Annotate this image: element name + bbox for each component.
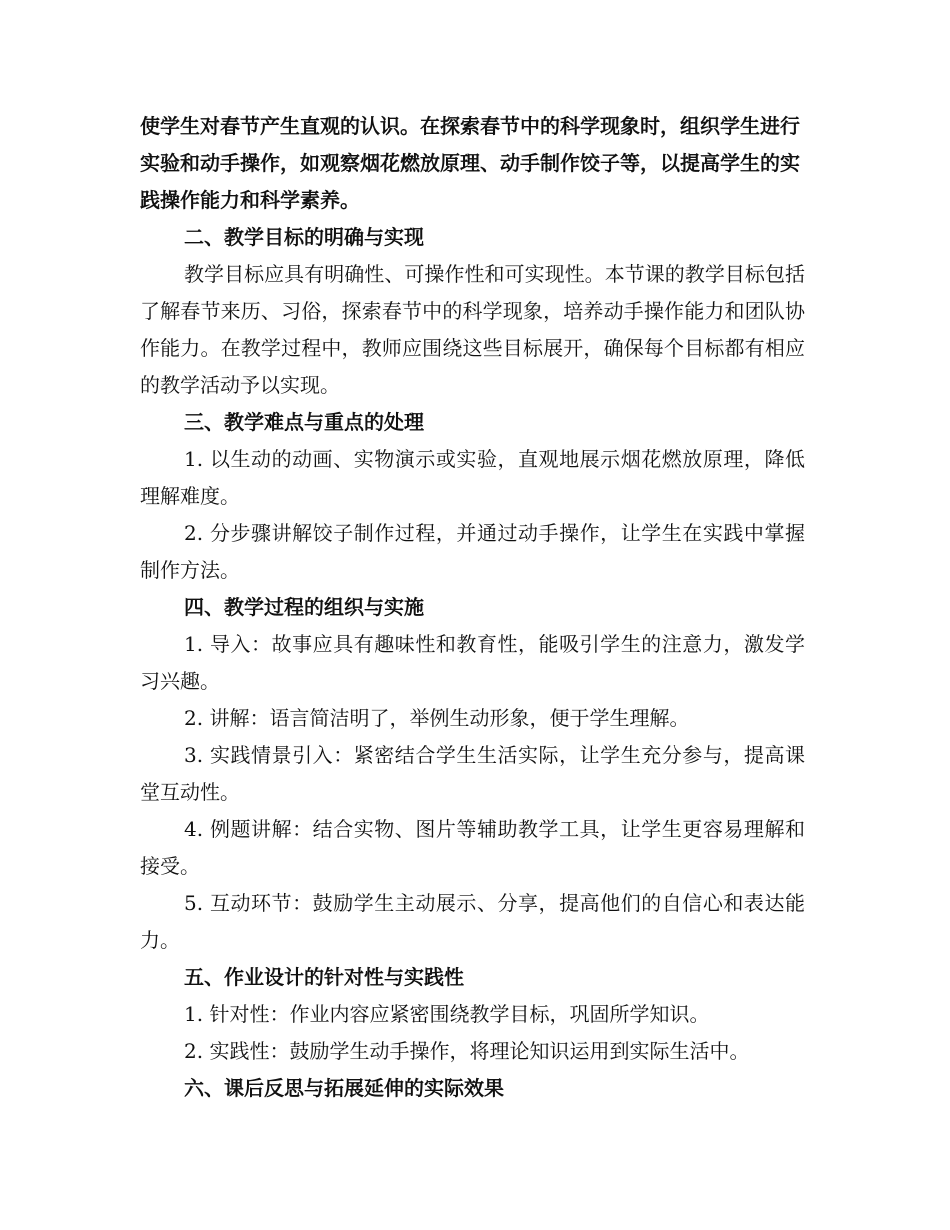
list-item: 2. 讲解：语言简洁明了，举例生动形象，便于学生理解。 [184, 706, 690, 730]
section-body-objectives: 教学目标应具有明确性、可操作性和可实现性。本节课的教学目标包括了解春节来历、习俗，探索春节中的科学现象，培养动手操作能力和团队协作能力。在教学过程中，教师应围绕这些目标展开，确保每个目标都有相应的教学活动予以实现。 [140, 262, 805, 397]
section-heading-homework: 五、作业设计的针对性与实践性 [184, 965, 464, 989]
section-heading-objectives: 二、教学目标的明确与实现 [184, 225, 424, 249]
intro-paragraph: 使学生对春节产生直观的认识。在探索春节中的科学现象时，组织学生进行实验和动手操作，如观察烟花燃放原理、动手制作饺子等，以提高学生的实践操作能力和科学素养。 [140, 114, 800, 212]
list-item: 2. 实践性：鼓励学生动手操作，将理论知识运用到实际生活中。 [184, 1039, 750, 1063]
section-heading-reflection: 六、课后反思与拓展延伸的实际效果 [184, 1076, 504, 1100]
section-heading-process: 四、教学过程的组织与实施 [184, 595, 424, 619]
list-item: 3. 实践情景引入：紧密结合学生生活实际，让学生充分参与，提高课堂互动性。 [140, 743, 805, 804]
section-heading-difficulties: 三、教学难点与重点的处理 [184, 410, 424, 434]
list-item: 5. 互动环节：鼓励学生主动展示、分享，提高他们的自信心和表达能力。 [140, 891, 805, 952]
document-body [140, 108, 805, 1107]
list-item: 1. 导入：故事应具有趣味性和教育性，能吸引学生的注意力，激发学习兴趣。 [140, 632, 805, 693]
list-item: 2. 分步骤讲解饺子制作过程，并通过动手操作，让学生在实践中掌握制作方法。 [140, 521, 805, 582]
list-item: 1. 以生动的动画、实物演示或实验，直观地展示烟花燃放原理，降低理解难度。 [140, 447, 805, 508]
list-item: 4. 例题讲解：结合实物、图片等辅助教学工具，让学生更容易理解和接受。 [140, 817, 805, 878]
list-item: 1. 针对性：作业内容应紧密围绕教学目标，巩固所学知识。 [184, 1002, 710, 1026]
